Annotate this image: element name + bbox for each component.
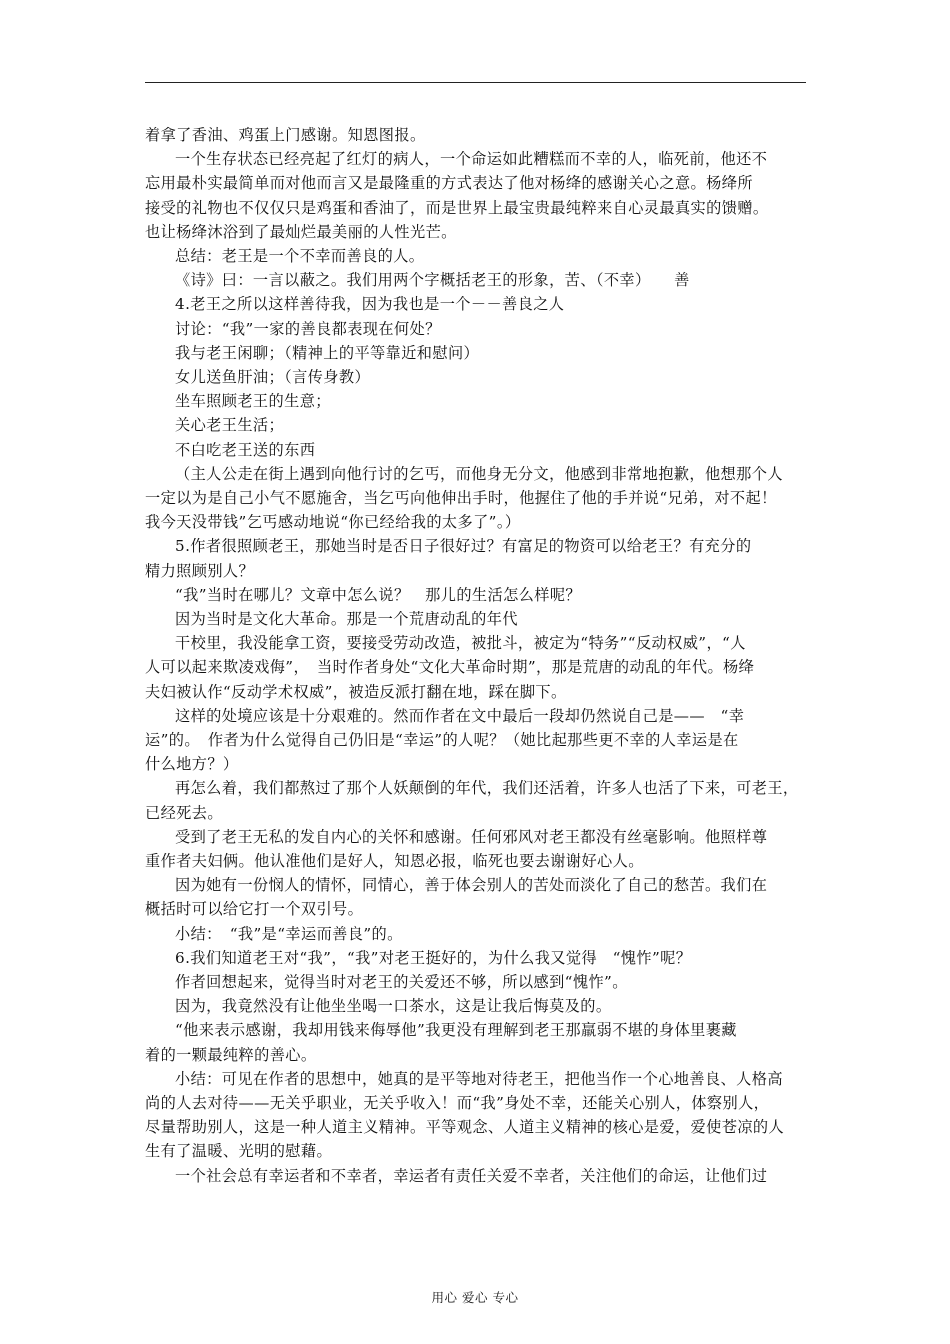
text-line: 也让杨绛沐浴到了最灿烂最美丽的人性光芒。 xyxy=(145,222,457,241)
text-line: 精力照顾别人？ xyxy=(145,561,255,580)
text-line: 关心老王生活； xyxy=(175,416,285,435)
text-line: 一定以为是自己小气不愿施舍，当乞丐向他伸出手时，他握住了他的手并说“兄弟，对不起！ xyxy=(145,489,777,507)
text-line: 不白吃老王送的东西 xyxy=(175,440,316,459)
text-line: 4.老王之所以这样善待我，因为我也是一个－－善良之人 xyxy=(175,295,565,314)
text-line: 一个生存状态已经亮起了红灯的病人，一个命运如此糟糕而不幸的人，临死前，他还不 xyxy=(175,150,768,169)
text-line: 尽量帮助别人，这是一种人道主义精神。平等观念、人道主义精神的核心是爱，爱使苍凉的人 xyxy=(145,1118,785,1137)
page-footer: 用心 爱心 专心 xyxy=(431,1290,519,1305)
text-line: 着的一颗最纯粹的善心。 xyxy=(145,1045,317,1064)
text-line: 这样的处境应该是十分艰难的。然而作者在文中最后一段却仍然说自己是—— “幸 xyxy=(175,706,745,725)
text-line: 总结：老王是一个不幸而善良的人。 xyxy=(175,247,425,265)
text-line: 干校里，我没能拿工资，要接受劳动改造，被批斗，被定为“特务”“反动权威”，“人 xyxy=(175,634,746,653)
text-line: 接受的礼物也不仅仅只是鸡蛋和香油了，而是世界上最宝贵最纯粹来自心灵最真实的馈赠。 xyxy=(145,198,769,217)
header-rule xyxy=(145,82,806,83)
text-line: 人可以起来欺凌戏侮”， 当时作者身处“文化大革命时期”，那是荒唐的动乱的年代。杨绛 xyxy=(145,658,755,677)
text-line: 我今天没带钱”乞丐感动地说“你已经给我的太多了”。） xyxy=(145,513,521,532)
text-line: 小结：可见在作者的思想中，她真的是平等地对待老王，把他当作一个心地善良、人格高 xyxy=(175,1069,783,1088)
text-line: 《诗》曰：一言以蔽之。我们用两个字概括老王的形象，苦、（不幸） 善 xyxy=(175,271,690,290)
text-line: 作者回想起来，觉得当时对老王的关爱还不够，所以感到“愧怍”。 xyxy=(175,973,628,991)
text-line: 重作者夫妇俩。他认准他们是好人，知恩必报，临死也要去谢谢好心人。 xyxy=(145,852,644,870)
text-line: 因为，我竟然没有让他坐坐喝一口茶水，这是让我后悔莫及的。 xyxy=(175,997,612,1016)
text-line: 我与老王闲聊；（精神上的平等靠近和慰问） xyxy=(175,343,480,362)
text-line: 什么地方？） xyxy=(145,755,239,774)
text-line: 讨论：“我”一家的善良都表现在何处？ xyxy=(175,319,441,338)
text-line: “他来表示感谢，我却用钱来侮辱他”我更没有理解到老王那羸弱不堪的身体里裹藏 xyxy=(175,1021,737,1040)
text-line: 忘用最朴实最简单而对他而言又是最隆重的方式表达了他对杨绛的感谢关心之意。杨绛所 xyxy=(145,174,753,193)
text-line: 小结： “我”是“幸运而善良”的。 xyxy=(175,924,403,943)
text-line: 女儿送鱼肝油；（言传身教） xyxy=(175,368,371,386)
text-line: 6.我们知道老王对“我”，“我”对老王挺好的，为什么我又觉得 “愧怍”呢？ xyxy=(175,948,692,967)
text-line: 因为她有一份悯人的情怀，同情心，善于体会别人的苦处而淡化了自己的愁苦。我们在 xyxy=(175,876,768,895)
text-line: 已经死去。 xyxy=(145,803,223,822)
text-line: 5.作者很照顾老王，那她当时是否日子很好过？有富足的物资可以给老王？有充分的 xyxy=(175,537,752,556)
text-line: 一个社会总有幸运者和不幸者，幸运者有责任关爱不幸者，关注他们的命运，让他们过 xyxy=(175,1166,768,1185)
text-line: 概括时可以给它打一个双引号。 xyxy=(145,900,364,919)
text-line: 生有了温暖、光明的慰藉。 xyxy=(145,1142,333,1161)
text-line: 再怎么着，我们都熬过了那个人妖颠倒的年代，我们还活着，许多人也活了下来，可老王， xyxy=(175,779,799,798)
text-line: 因为当时是文化大革命。那是一个荒唐动乱的年代 xyxy=(175,610,518,628)
text-line: 坐车照顾老王的生意； xyxy=(175,392,331,411)
text-line: （主人公走在街上遇到向他行讨的乞丐，而他身无分文，他感到非常地抱歉，他想那个人 xyxy=(175,464,783,483)
text-line: 尚的人去对待——无关乎职业，无关乎收入！而“我”身处不幸，还能关心别人，体察别人， xyxy=(145,1094,770,1112)
text-line: 受到了老王无私的发自内心的关怀和感谢。任何邪风对老王都没有丝毫影响。他照样尊 xyxy=(175,827,768,846)
text-line: “我”当时在哪儿？文章中怎么说？ 那儿的生活怎么样呢？ xyxy=(175,585,582,604)
text-line: 夫妇被认作“反动学术权威”，被造反派打翻在地，踩在脚下。 xyxy=(145,682,567,701)
text-line: 运”的。 作者为什么觉得自己仍旧是“幸运”的人呢？（她比起那些更不幸的人幸运是在 xyxy=(145,731,739,749)
text-line: 着拿了香油、鸡蛋上门感谢。知恩图报。 xyxy=(145,126,426,144)
